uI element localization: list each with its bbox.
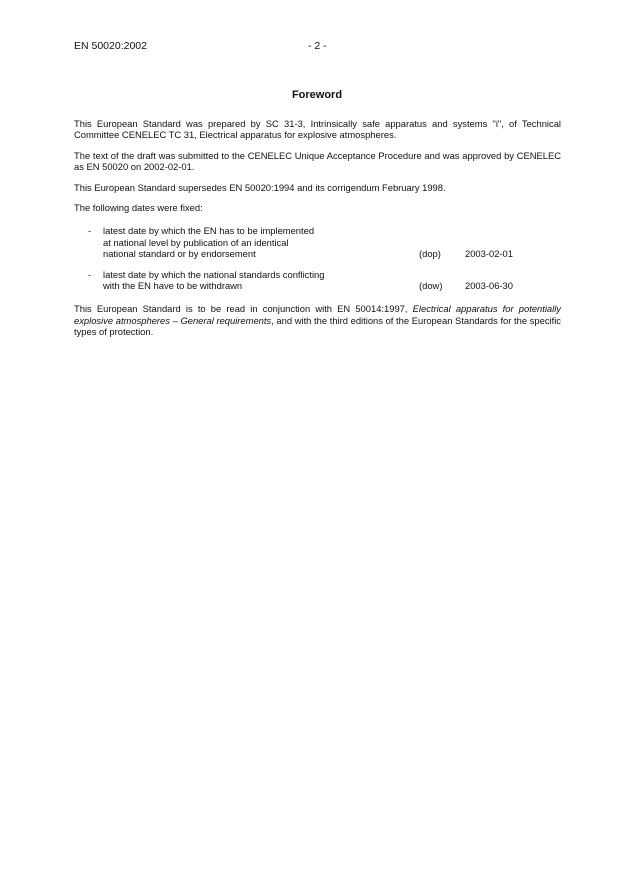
list-dash: - [88,225,92,237]
paragraph-draft-approval: The text of the draft was submitted to the CENELEC Unique Acceptance Procedure and was approved by CENELEC as EN 50020 on 2002-02-01. [74,149,561,173]
paragraph-conjunction [74,303,561,337]
date-item-last-line [103,248,561,259]
dates-list [74,225,561,291]
date-item-line: latest date by which the national standards conflicting [103,268,325,280]
page-header [74,40,561,54]
date-abbreviation: (dop) [419,248,441,260]
date-item-text: with the EN have to be withdrawn [103,280,243,292]
date-item-dop [74,225,561,259]
date-item-line: at national level by publication of an identical [103,236,289,248]
page-number: - 2 - [308,40,327,52]
section-title: Foreword [291,89,343,101]
referenced-standard-title: Electrical apparatus for potentially explosive atmospheres – General requirements [74,303,561,326]
date-item-line: latest date by which the EN has to be implemented [103,225,315,237]
list-dash: - [88,268,92,280]
paragraph-prepared-by: This European Standard was prepared by SC 31-3, Intrinsically safe apparatus and systems "i", of Technical Committee CENELEC TC 31, Electrical apparatus for explosive atmospheres. [74,118,561,141]
date-value: 2003-06-30 [465,280,513,292]
document-id: EN 50020:2002 [74,40,147,52]
date-abbreviation: (dow) [419,280,443,292]
date-value: 2003-02-01 [465,248,513,260]
date-item-last-line [103,280,561,291]
date-item-dow [74,269,561,292]
paragraph-dates-intro: The following dates were fixed: [74,202,203,214]
final-text-part2: , and with the third editions of the European Standards for the specific types of protection. [74,314,561,338]
date-item-text: national standard or by endorsement [103,248,256,260]
final-text-part1: This European Standard is to be read in conjunction with EN 50014:1997, [74,303,413,315]
foreword-content [74,118,561,347]
paragraph-supersedes: This European Standard supersedes EN 50020:1994 and its corrigendum February 1998. [74,181,446,193]
